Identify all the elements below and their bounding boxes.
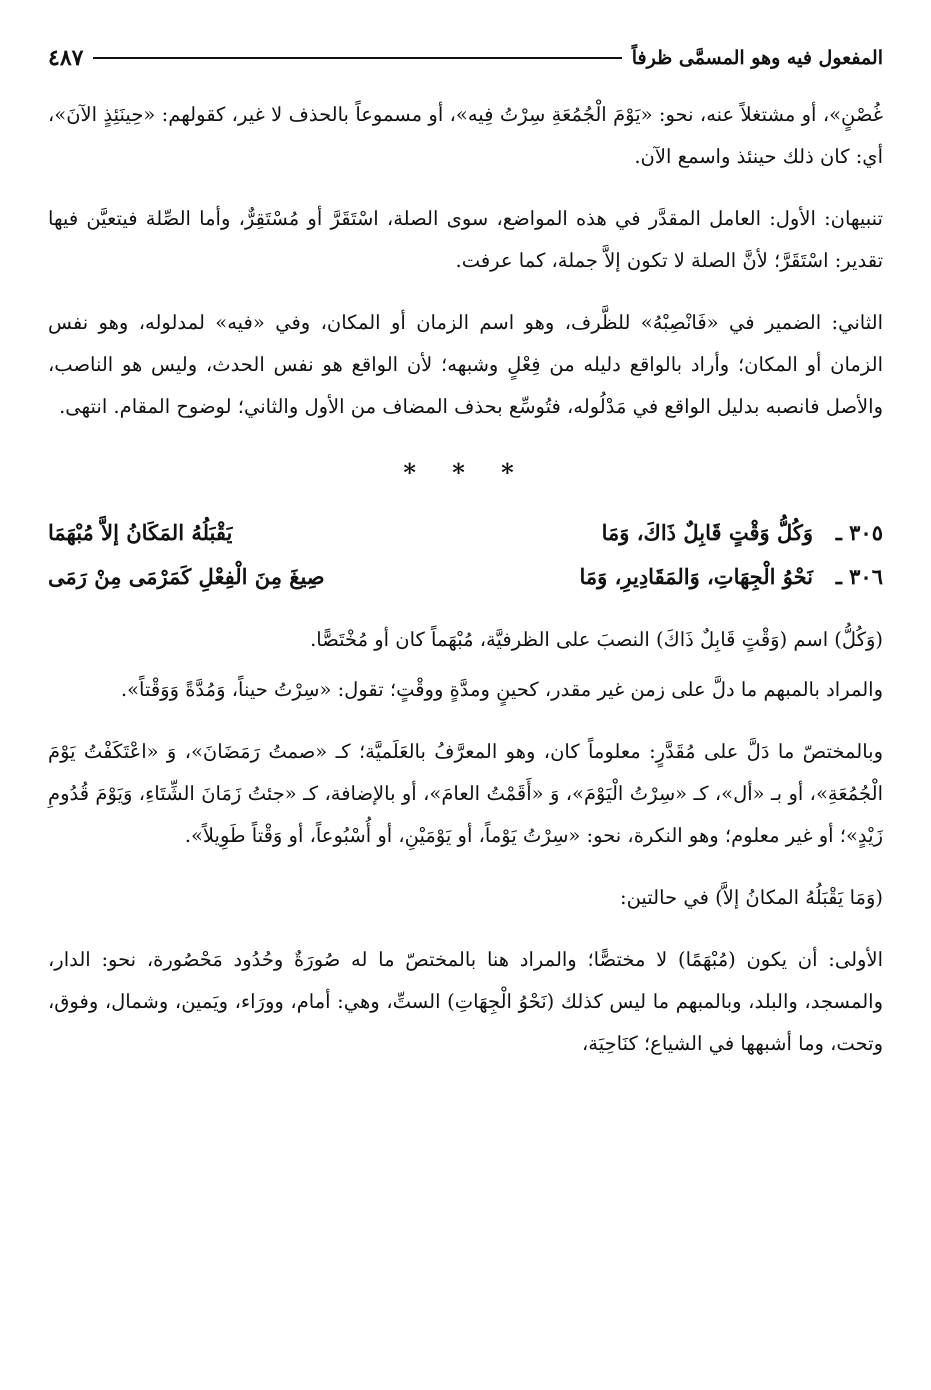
commentary-paragraph: (وَمَا يَقْبَلُهُ المكانُ إلاَّ) في حالتين:	[620, 886, 883, 909]
header-rule	[93, 57, 621, 59]
paragraph: غُصْنٍ»، أو مشتغلاً عنه، نحو: «يَوْمَ الْجُمُعَةِ سِرْتُ فِيه»، أو مسموعاً بالحذف لا غير، كقولهم: «حِينَئِذٍ الآنَ»، أي: كان ذلك حينئذ واسمع الآن.	[48, 103, 883, 168]
verse-first-hemistich: نَحْوُ الْجِهَاتِ، وَالمَقَادِيرِ، وَمَا	[579, 564, 813, 589]
verse-number: ٣٠٦ ـ	[835, 564, 883, 589]
page-body	[48, 94, 883, 1065]
page-number: ٤٨٧	[48, 45, 84, 71]
commentary-paragraph: وبالمختصّ ما دَلَّ على مُقَدَّرٍ: معلوماً كان، وهو المعرَّفُ بالعَلَميَّة؛ كـ «صمتُ رَمَضَانَ»، وَ «اعْتَكَفْتُ يَوْمَ الْجُمُعَةِ»، أو بـ «أل»، كـ «سِرْتُ الْيَوْمَ»، وَ «أَقَمْتُ العامَ»، أو بالإضافة، كـ «جئتُ زَمَانَ الشِّتَاءِ، وَيَوْمَ قُدُومِ زَيْدٍ»؛ أو غير معلوم؛ وهو النكرة، نحو: «سِرْتُ يَوْماً، أو يَوْمَيْنِ، أو أُسْبُوعاً، أو وَقْتاً طَوِيلاً».	[48, 740, 883, 847]
verse-second-hemistich: يَقْبَلُهُ المَكَانُ إلاَّ مُبْهَمَا	[48, 520, 233, 545]
verse-line	[48, 511, 883, 555]
paragraph-notes-second: الثاني: الضمير في «فَانْصِبْهُ» للظَّرف، وهو اسم الزمان أو المكان، وفي «فيه» لمدلوله، وهو نفس الزمان أو المكان؛ وأراد بالواقع دليله من فِعْلٍ وشبهه؛ لأن الواقع هو نفس الحدث، وليس هو الناصب، والأصل فانصبه بدليل الواقع في مَدْلُوله، فتُوسِّع بحذف المضاف من الأول والثاني؛ لوضوح المقام. انتهى.	[48, 311, 883, 418]
verse-number: ٣٠٥ ـ	[835, 520, 883, 545]
paragraph-notes-first: تنبيهان: الأول: العامل المقدَّر في هذه المواضع، سوى الصلة، اسْتَقَرَّ أو مُسْتَقِرٌّ، وأما الصِّلة فيتعيَّن فيها تقدير: اسْتَقَرَّ؛ لأنَّ الصلة لا تكون إلاَّ جملة، كما عرفت.	[48, 207, 883, 272]
book-page	[48, 0, 883, 1390]
commentary-paragraph: الأولى: أن يكون (مُبْهَمًا) لا مختصًّا؛ والمراد هنا بالمختصّ ما له صُورَةٌ وحُدُود مَحْصُورة، نحو: الدار، والمسجد، والبلد، وبالمبهم ما ليس كذلك (نَحْوُ الْجِهَاتِ) الستِّ، وهي: أمام، وورَاء، ويَمين، وشمال، وفوق، وتحت، وما أشبهها في الشياع؛ كنَاحِيَة،	[48, 948, 883, 1055]
verse-line	[48, 555, 883, 599]
verse-first-hemistich: وَكُلُّ وَقْتٍ قَابِلٌ ذَاكَ، وَمَا	[601, 520, 813, 545]
commentary-paragraph: (وَكُلُّ) اسم (وَقْتٍ قَابِلٌ ذَاكَ) النصبَ على الظرفيَّة، مُبْهَماً كان أو مُخْتَصًّا.	[310, 628, 883, 651]
verse-second-hemistich: صِيغَ مِنَ الْفِعْلِ كَمَرْمَى مِنْ رَمَى	[48, 564, 325, 589]
chapter-title: المفعول فيه وهو المسمَّى ظرفاً	[631, 47, 883, 69]
running-header	[48, 38, 883, 78]
commentary-paragraph: والمراد بالمبهم ما دلَّ على زمن غير مقدر، كحينٍ ومدَّةٍ ووقْتٍ؛ تقول: «سِرْتُ حيناً، وَمُدَّةً وَوَقْتاً».	[120, 678, 883, 701]
section-separator: * * *	[403, 458, 528, 487]
